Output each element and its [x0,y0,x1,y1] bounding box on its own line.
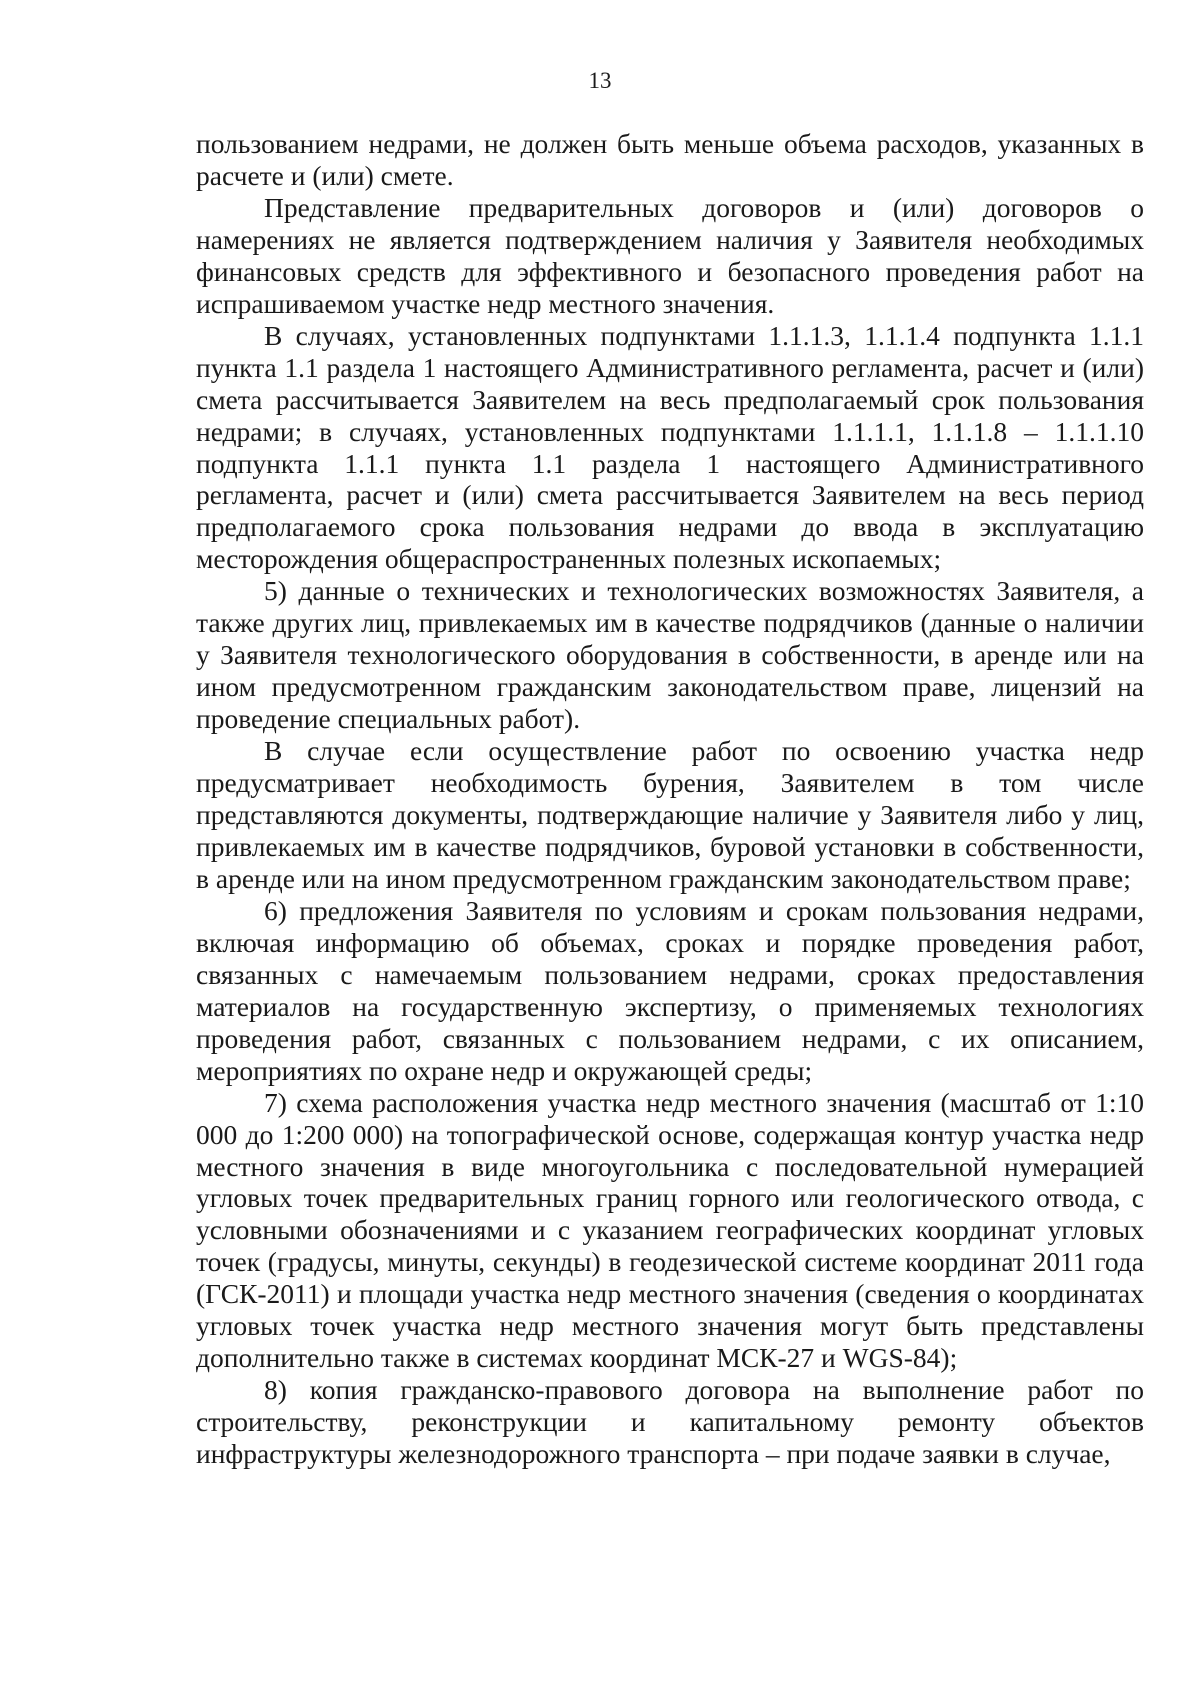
paragraph-7: 7) схема расположения участка недр местного значения (масштаб от 1:10 000 до 1:200 000) на топографической основе, содержащая контур участка недр местного значения в виде многоугольника с последовательной нумерацией угловых точек предварительных границ горного или геологического отвода, с условными обозначениями и с указанием географических координат угловых точек (градусы, минуты, секунды) в геодезической системе координат 2011 года (ГСК-2011) и площади участка недр местного значения (сведения о координатах угловых точек участка недр местного значения могут быть представлены дополнительно также в системах координат МСК-27 и WGS-84); [196,1086,1144,1374]
document-body [196,128,1144,1470]
paragraph-2: Представление предварительных договоров и (или) договоров о намерениях не является подтверждением наличия у Заявителя необходимых финансовых средств для эффективного и безопасного проведения работ на испрашиваемом участке недр местного значения. [196,191,1144,319]
paragraph-8: 8) копия гражданско-правового договора на выполнение работ по строительству, реконструкции и капитальному ремонту объектов инфраструктуры железнодорожного транспорта – при подаче заявки в случае, [196,1374,1144,1470]
paragraph-6: 6) предложения Заявителя по условиям и срокам пользования недрами, включая информацию об объемах, сроках и порядке проведения работ, связанных с намечаемым пользованием недрами, сроках предоставления материалов на государственную экспертизу, о применяемых технологиях проведения работ, связанных с пользованием недрами, с их описанием, мероприятиях по охране недр и окружающей среды; [196,894,1144,1086]
paragraph-1: пользованием недрами, не должен быть меньше объема расходов, указанных в расчете и (или) смете. [196,128,1144,191]
paragraph-5: В случае если осуществление работ по освоению участка недр предусматривает необходимость бурения, Заявителем в том числе представляются документы, подтверждающие наличие у Заявителя либо у лиц, привлекаемых им в качестве подрядчиков, буровой установки в собственности, в аренде или на ином предусмотренном гражданским законодательством праве; [196,735,1144,894]
page-number: 13 [588,68,612,93]
paragraph-3: В случаях, установленных подпунктами 1.1.1.3, 1.1.1.4 подпункта 1.1.1 пункта 1.1 раздела 1 настоящего Административного регламента, расчет и (или) смета рассчитывается Заявителем на весь предполагаемый срок пользования недрами; в случаях, установленных подпунктами 1.1.1.1, 1.1.1.8 – 1.1.1.10 подпункта 1.1.1 пункта 1.1 раздела 1 настоящего Административного регламента, расчет и (или) смета рассчитывается Заявителем на весь период предполагаемого срока пользования недрами до ввода в эксплуатацию месторождения общераспространенных полезных ископаемых; [196,319,1144,575]
paragraph-4: 5) данные о технических и технологических возможностях Заявителя, а также других лиц, привлекаемых им в качестве подрядчиков (данные о наличии у Заявителя технологического оборудования в собственности, в аренде или на ином предусмотренном гражданским законодательством праве, лицензий на проведение специальных работ). [196,575,1144,735]
